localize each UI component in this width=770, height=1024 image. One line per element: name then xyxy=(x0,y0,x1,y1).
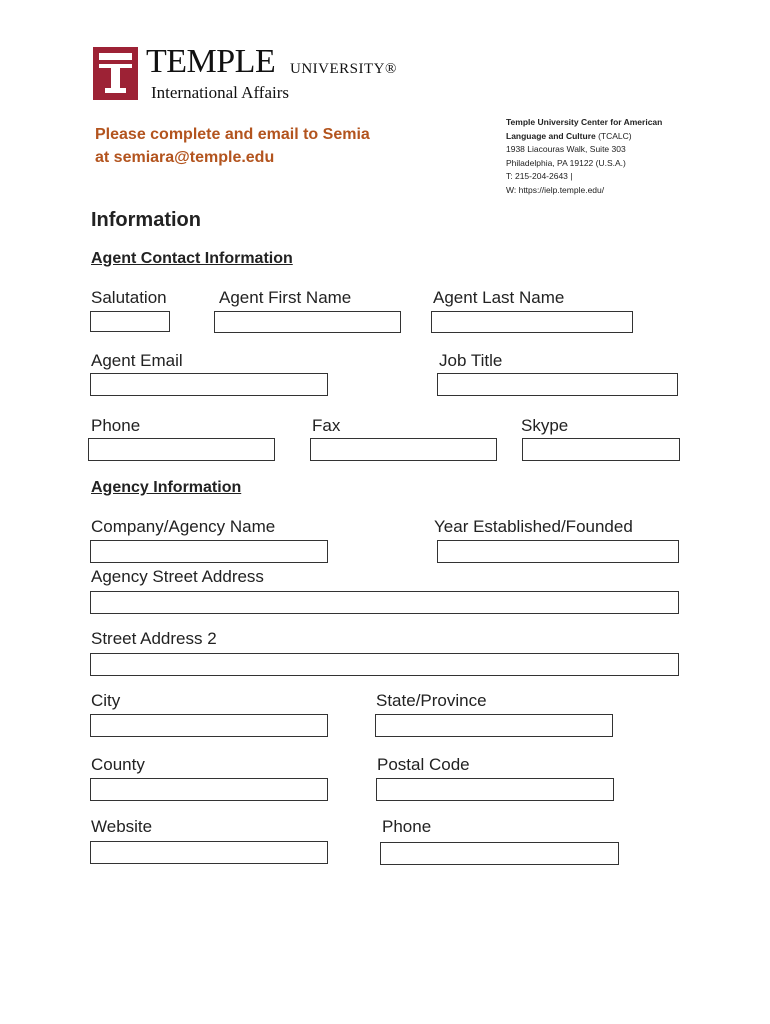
section-title-information: Information xyxy=(91,209,201,231)
agency-phone-field[interactable] xyxy=(380,842,619,865)
postal-code-field[interactable] xyxy=(376,778,614,801)
street-address-field[interactable] xyxy=(90,591,679,614)
skype-label: Skype xyxy=(521,416,569,435)
salutation-label: Salutation xyxy=(91,288,167,307)
county-field[interactable] xyxy=(90,778,328,801)
center-name-line-1: Temple University Center for American xyxy=(506,117,663,127)
year-established-label: Year Established/Founded xyxy=(434,517,633,536)
center-abbr: (TCALC) xyxy=(595,130,632,141)
logo-subtitle: International Affairs xyxy=(151,83,290,102)
logo-university: UNIVERSITY® xyxy=(290,61,397,77)
agent-email-label: Agent Email xyxy=(91,351,183,370)
county-label: County xyxy=(91,755,145,774)
center-city: Philadelphia, PA 19122 (U.S.A.) xyxy=(506,157,626,168)
street-address-2-label: Street Address 2 xyxy=(91,629,217,648)
center-street: 1938 Liacouras Walk, Suite 303 xyxy=(506,144,626,155)
fax-field[interactable] xyxy=(310,438,497,461)
center-address-block xyxy=(506,116,662,198)
website-field[interactable] xyxy=(90,841,328,864)
phone-label: Phone xyxy=(91,416,141,435)
email-instructions xyxy=(95,123,370,169)
phone-field[interactable] xyxy=(88,438,275,461)
section-heading-agency: Agency Information xyxy=(91,479,242,496)
job-title-label: Job Title xyxy=(439,351,503,370)
agent-last-name-label: Agent Last Name xyxy=(433,288,565,307)
center-website: W: https://ielp.temple.edu/ xyxy=(506,184,605,195)
city-field[interactable] xyxy=(90,714,328,737)
postal-code-label: Postal Code xyxy=(377,755,470,774)
state-province-field[interactable] xyxy=(375,714,613,737)
skype-field[interactable] xyxy=(522,438,680,461)
center-phone: T: 215-204-2643 | xyxy=(506,171,573,182)
job-title-field[interactable] xyxy=(437,373,678,396)
salutation-field[interactable] xyxy=(90,311,170,332)
agent-first-name-field[interactable] xyxy=(214,311,401,333)
city-label: City xyxy=(91,691,121,710)
logo-wordmark: TEMPLE xyxy=(146,43,276,80)
agent-last-name-field[interactable] xyxy=(431,311,633,333)
street-address-2-field[interactable] xyxy=(90,653,679,676)
temple-t-logo-icon xyxy=(93,47,138,100)
fax-label: Fax xyxy=(312,416,341,435)
section-heading-agent-contact: Agent Contact Information xyxy=(91,250,293,267)
state-province-label: State/Province xyxy=(376,691,487,710)
instructions-line-2: at semiara@temple.edu xyxy=(95,149,275,166)
agent-email-field[interactable] xyxy=(90,373,328,396)
agent-first-name-label: Agent First Name xyxy=(219,288,352,307)
instructions-line-1: Please complete and email to Semia xyxy=(95,126,370,143)
center-name-line-2: Language and Culture xyxy=(506,130,596,141)
company-name-label: Company/Agency Name xyxy=(91,517,276,536)
year-established-field[interactable] xyxy=(437,540,679,563)
agency-phone-label: Phone xyxy=(382,817,432,836)
street-address-label: Agency Street Address xyxy=(91,567,264,586)
website-label: Website xyxy=(91,817,153,836)
company-name-field[interactable] xyxy=(90,540,328,563)
